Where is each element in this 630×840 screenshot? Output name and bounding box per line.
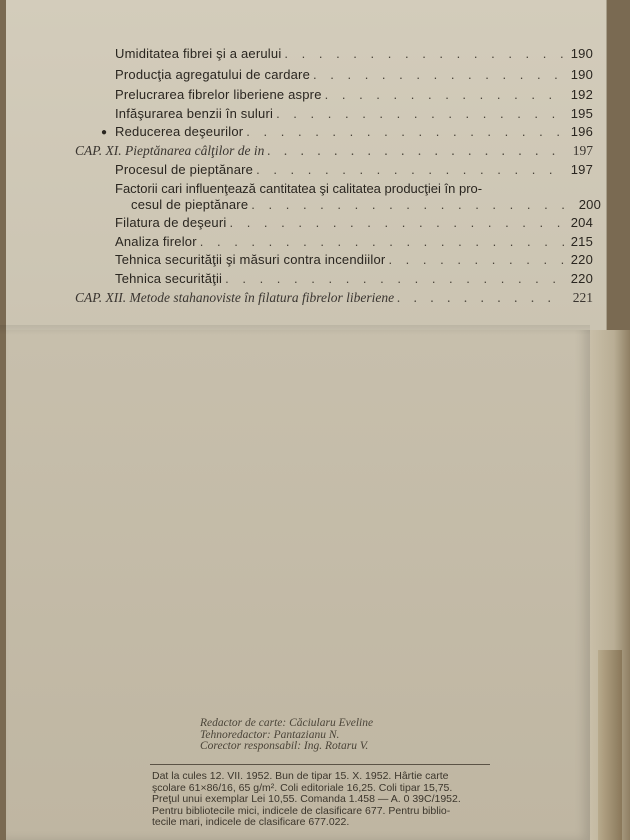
toc-entry: Prelucrarea fibrelor liberiene aspre . . . 192 (115, 87, 593, 103)
toc-entry: Tehnica securităţii şi măsuri contra incendiilor . . . 220 (115, 252, 593, 268)
toc-entry: Reducerea deşeurilor . . . 196 (115, 124, 593, 140)
toc-chapter: CAP. XI. Pieptănarea câlţilor de in . . . 197 (75, 143, 593, 159)
page-fold-shadow (0, 325, 590, 335)
bullet-mark: ● (101, 127, 108, 138)
imprint-line: Dat la cules 12. VII. 1952. Bun de tipar 15. X. 1952. Hârtie carte (152, 770, 449, 782)
toc-chapter: CAP. XII. Metode stahanoviste în filatura fibrelor liberiene . . . 221 (75, 290, 593, 306)
credits-block (200, 718, 373, 753)
imprint-line: şcolare 61×86/16, 65 g/m². Coli editoriale 16,25. Coli tipar 15,75. (152, 781, 453, 794)
toc-entry: Filatura de deşeuri . . . 204 (115, 215, 593, 231)
toc-entry: Analiza firelor . . . 215 (115, 234, 593, 250)
toc-entry: cesul de pieptănare . . . 200 (131, 197, 601, 213)
techeditor-credit: Tehnoredactor: Pantazianu N. (200, 728, 340, 741)
page-edge-lower (598, 650, 622, 840)
toc-entry: Producţia agregatului de cardare . . . 190 (115, 67, 593, 83)
imprint-divider (150, 764, 490, 765)
imprint-block (152, 771, 492, 829)
imprint-line: Pentru bibliotecile mici, indicele de clasificare 677. Pentru biblio- (152, 804, 451, 817)
toc-entry: Procesul de pieptănare . . . 197 (115, 162, 593, 178)
toc-entry: Tehnica securităţii . . . 220 (115, 271, 593, 287)
toc-entry-line: Factorii cari influenţează cantitatea şi calitatea producţiei în pro- (115, 181, 483, 196)
corrector-credit: Corector responsabil: Ing. Rotaru V. (200, 740, 369, 752)
toc-entry: Umiditatea fibrei şi a aerului . . . 190 (115, 46, 593, 62)
editor-credit: Redactor de carte: Căciularu Eveline (200, 717, 374, 729)
imprint-line: Preţul unui exemplar Lei 10,55. Comanda 1.458 — A. 0 39C/1952. (152, 793, 461, 805)
imprint-line: tecile mari, indicele de clasificare 677.022. (152, 816, 350, 828)
toc-entry: Infăşurarea benzii în suluri . . . 195 (115, 106, 593, 122)
